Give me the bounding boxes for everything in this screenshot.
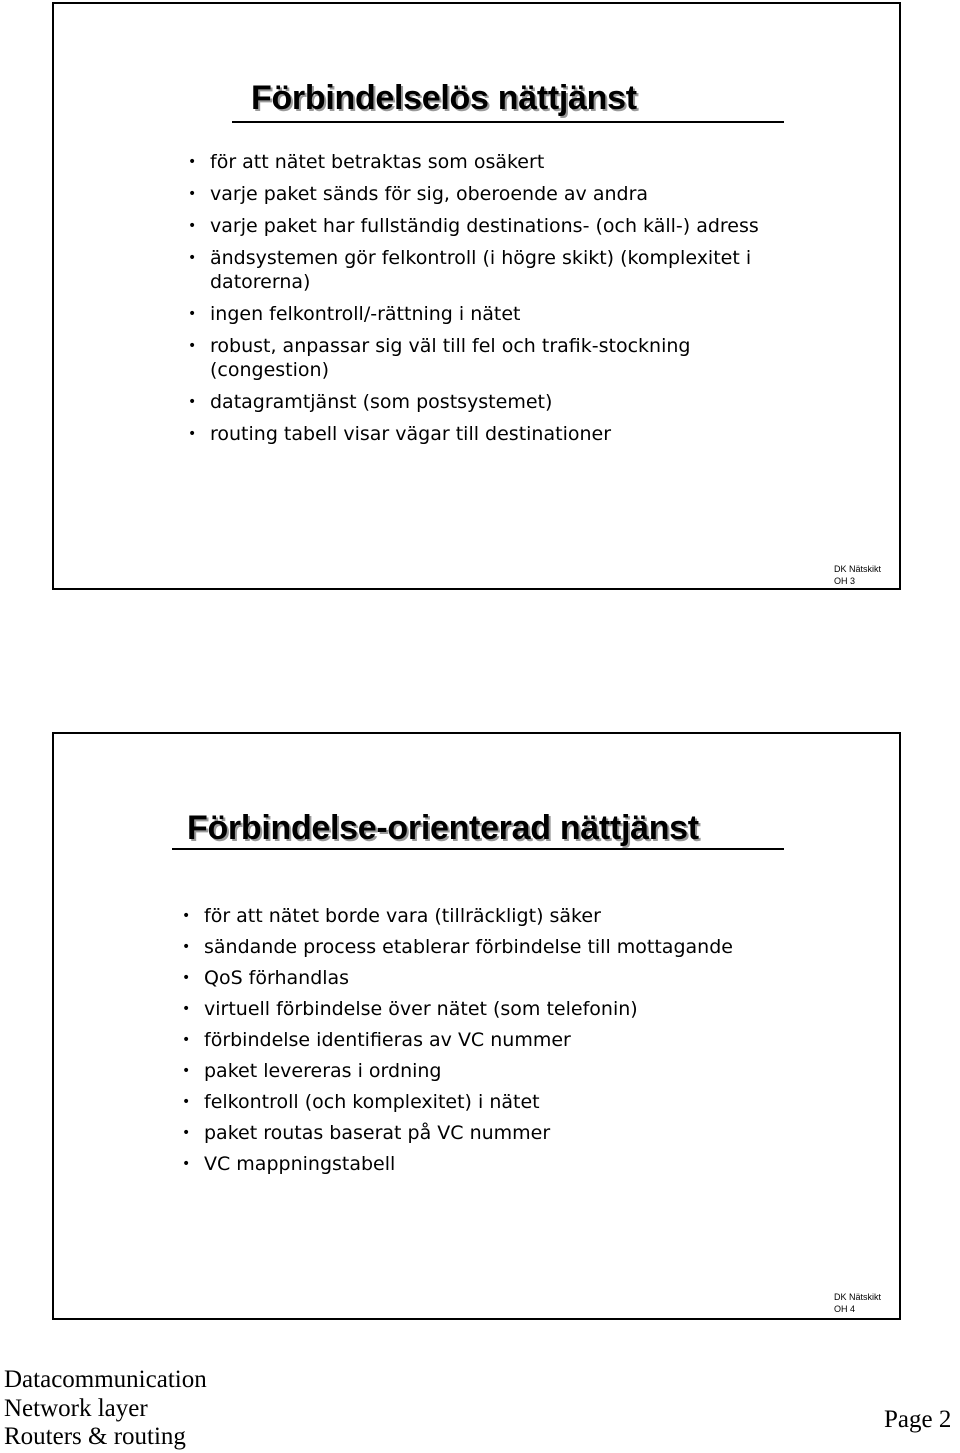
bullet-icon: •: [182, 1156, 191, 1172]
bullet-icon: •: [182, 1125, 191, 1141]
bullet-icon: •: [188, 394, 197, 410]
title-underline: [172, 848, 784, 850]
list-item: • paket routas baserat på VC nummer: [182, 1122, 551, 1144]
list-item: • QoS förhandlas: [182, 967, 350, 989]
list-item: • varje paket har fullständig destinations- (och käll-) adress: [188, 215, 759, 237]
list-item: • robust, anpassar sig väl till fel och trafik-stockning (congestion): [188, 335, 691, 381]
bullet-icon: •: [182, 1001, 191, 1017]
list-item: • ändsystemen gör felkontroll (i högre skikt) (komplexitet i datorerna): [188, 247, 752, 293]
list-item: • förbindelse identifieras av VC nummer: [182, 1029, 571, 1051]
list-item: • för att nätet betraktas som osäkert: [188, 151, 545, 173]
bullet-icon: •: [188, 154, 197, 170]
page-footer: [4, 1366, 207, 1452]
bullet-icon: •: [182, 908, 191, 924]
bullet-icon: •: [182, 1063, 191, 1079]
bullet-icon: •: [188, 250, 197, 266]
bullet-list: [178, 904, 838, 1183]
list-item: • datagramtjänst (som postsystemet): [188, 391, 553, 413]
slide-footer-number: OH 4: [834, 1304, 856, 1314]
bullet-icon: •: [188, 218, 197, 234]
bullet-icon: •: [182, 939, 191, 955]
slide-footer: [834, 563, 881, 587]
list-item: • sändande process etablerar förbindelse till mottagande: [182, 936, 733, 958]
list-item: • virtuell förbindelse över nätet (som telefonin): [182, 998, 638, 1020]
list-item: • felkontroll (och komplexitet) i nätet: [182, 1091, 540, 1113]
list-item: • varje paket sänds för sig, oberoende av andra: [188, 183, 649, 205]
slide-footer-course: DK Nätskikt: [834, 564, 882, 574]
page-footer-line: Network layer: [4, 1394, 148, 1422]
bullet-icon: •: [188, 306, 197, 322]
slide-footer-number: OH 3: [834, 576, 856, 586]
slide-title: Förbindelselös nättjänst: [251, 79, 637, 117]
bullet-icon: •: [182, 1094, 191, 1110]
bullet-icon: •: [188, 338, 197, 354]
bullet-icon: •: [182, 1032, 191, 1048]
list-item: • paket levereras i ordning: [182, 1060, 442, 1082]
page-footer-line: Routers & routing: [4, 1423, 186, 1450]
bullet-icon: •: [188, 426, 197, 442]
slide-title: Förbindelse-orienterad nättjänst: [187, 809, 699, 847]
slide-footer-course: DK Nätskikt: [834, 1292, 882, 1302]
page-number: Page 2: [884, 1406, 952, 1433]
bullet-icon: •: [182, 970, 191, 986]
list-item: • för att nätet borde vara (tillräckligt) säker: [182, 905, 601, 927]
list-item: • routing tabell visar vägar till destinationer: [188, 423, 612, 445]
list-item: • VC mappningstabell: [182, 1153, 396, 1175]
bullet-list: [184, 150, 804, 454]
list-item: • ingen felkontroll/-rättning i nätet: [188, 303, 521, 325]
bullet-icon: •: [188, 186, 197, 202]
slide-oh3: [52, 2, 901, 590]
slide-footer: [834, 1291, 881, 1315]
page-footer-line: Datacommunication: [4, 1366, 207, 1393]
slide-oh4: [52, 732, 901, 1320]
title-underline: [232, 121, 784, 123]
